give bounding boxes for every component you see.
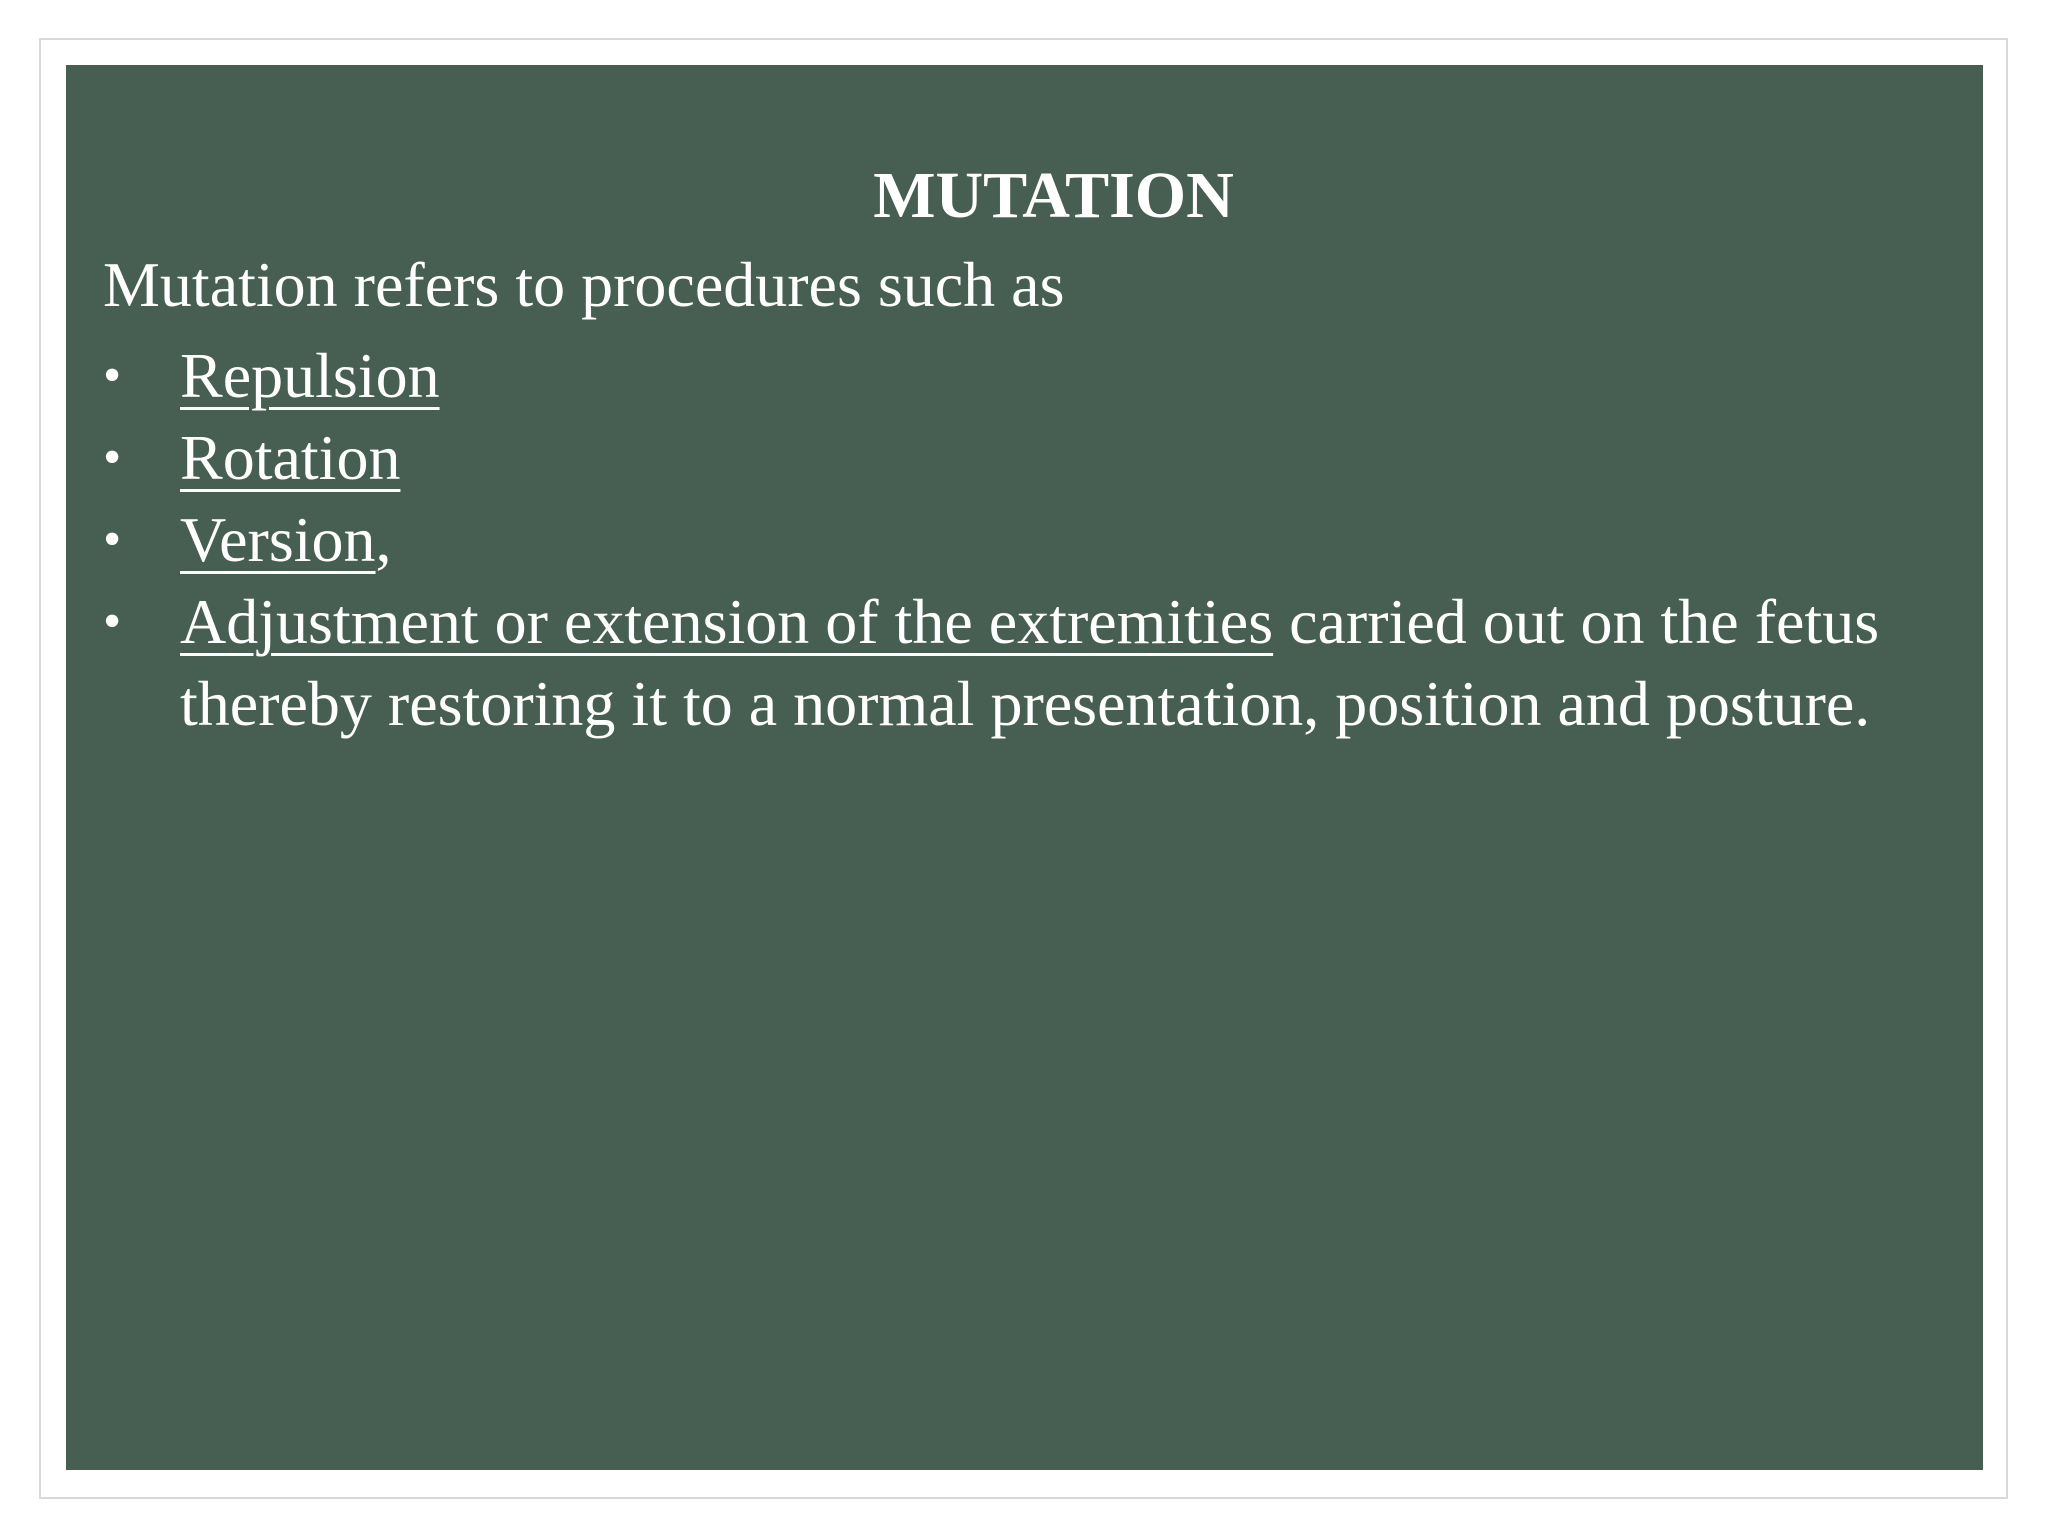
underlined-term: Version (180, 504, 376, 575)
bullet-icon: • (103, 593, 122, 650)
list-item (103, 417, 1943, 499)
slide-title: MUTATION (873, 159, 1234, 232)
intro-text: Mutation refers to procedures such as (103, 249, 1065, 320)
bullet-icon: • (103, 511, 122, 568)
list-item (103, 499, 1943, 581)
item-text: , (375, 504, 392, 575)
bullet-icon: • (103, 429, 122, 486)
slide (66, 65, 1983, 1470)
list-item (103, 581, 1943, 745)
bullet-list (103, 335, 1943, 745)
bullet-icon: • (103, 347, 122, 404)
underlined-term: Rotation (180, 422, 401, 493)
underlined-term: Repulsion (180, 340, 440, 411)
underlined-term: Adjustment or extension of the extremities (180, 586, 1274, 657)
list-item (103, 335, 1943, 417)
item-text: carried out on the fetus thereby restoring it to a normal presentation, position and posture. (180, 586, 1880, 739)
